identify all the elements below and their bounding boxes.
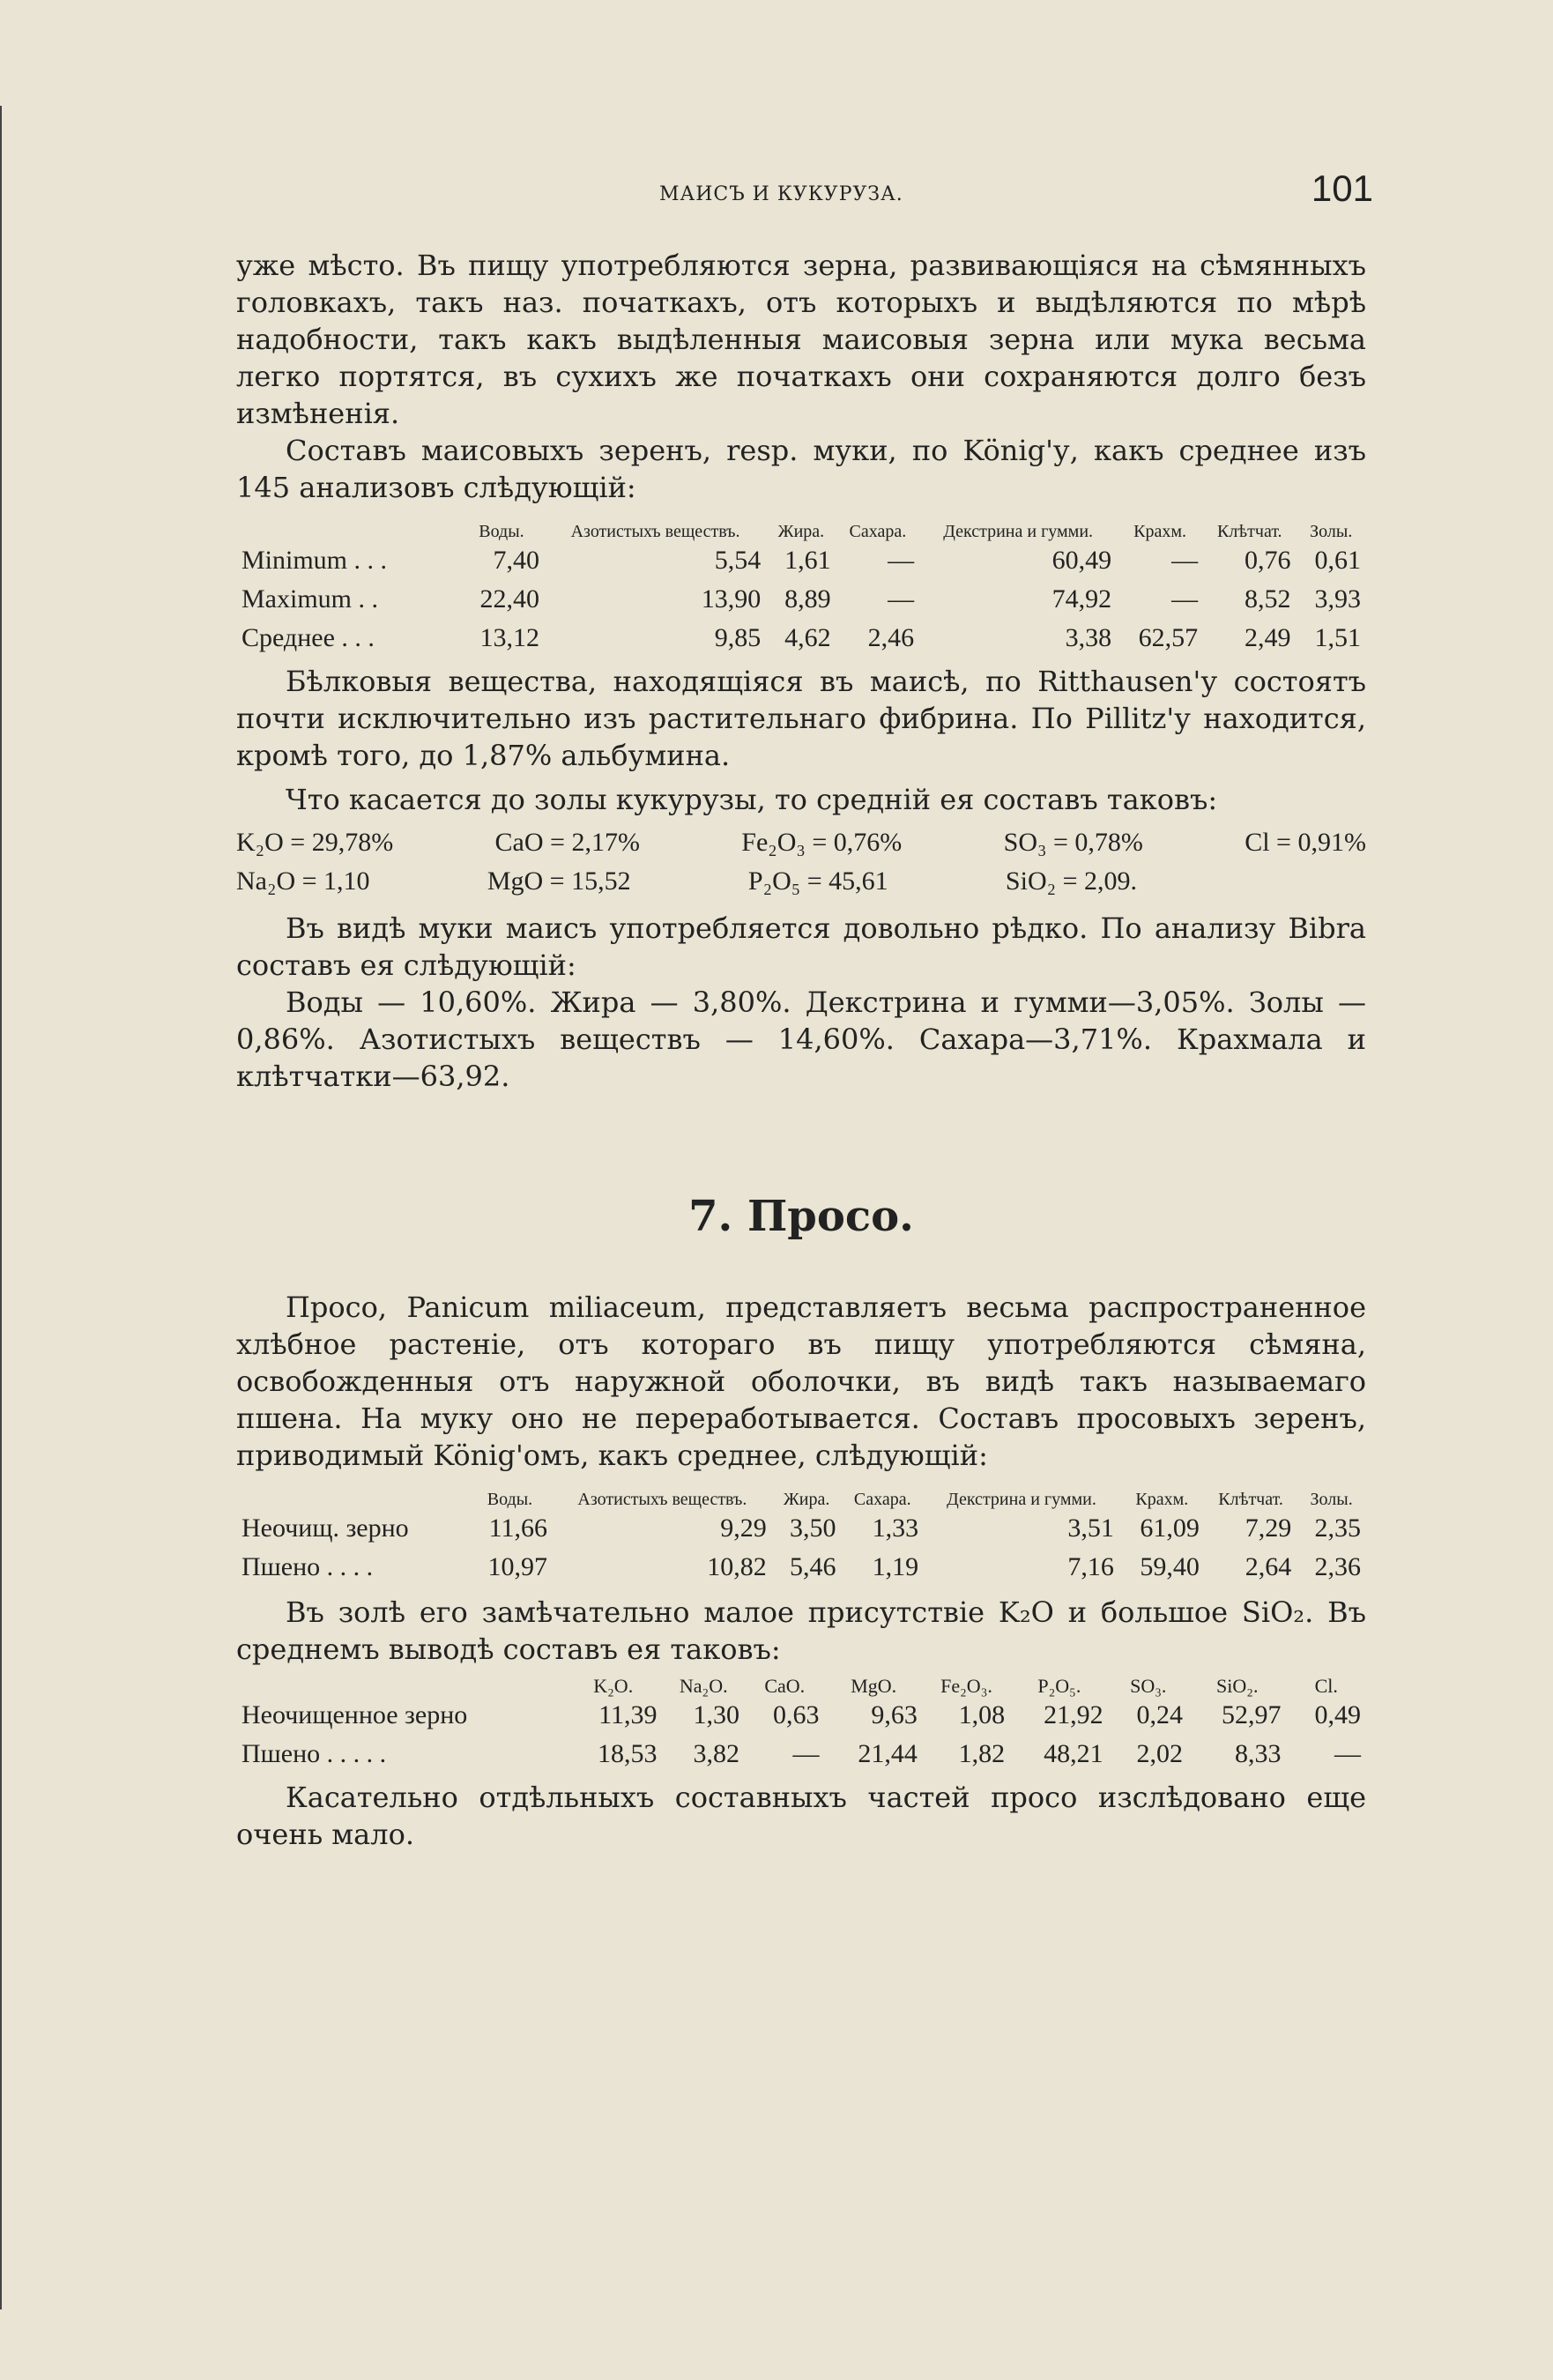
table-cell: 2,46 xyxy=(867,623,915,652)
table-cell: 4,62 xyxy=(784,623,831,652)
table-cell: 74,92 xyxy=(1051,584,1112,614)
table-cell: 8,89 xyxy=(784,584,831,614)
column-header: K₂O. xyxy=(593,1675,634,1697)
column-header: SO₃. xyxy=(1130,1675,1167,1697)
table-cell: 8,52 xyxy=(1244,584,1291,614)
table-cell: 1,51 xyxy=(1314,623,1361,652)
table-cell: 60,49 xyxy=(1051,546,1112,575)
table-cell: 3,50 xyxy=(789,1514,836,1543)
column-header: SiO₂. xyxy=(1216,1675,1259,1697)
table-cell: 3,82 xyxy=(693,1739,740,1768)
page-number: 101 xyxy=(1311,167,1373,209)
page-content xyxy=(236,167,1373,1853)
paragraph-4: Что касается до золы кукурузы, то средній ея составъ таковъ: xyxy=(286,783,1218,816)
column-header: Fe₂O₃. xyxy=(940,1675,992,1697)
table-cell: 1,82 xyxy=(958,1739,1006,1768)
table-cell: 10,97 xyxy=(487,1552,547,1581)
table-cell: 0,63 xyxy=(772,1700,820,1729)
ash-value: MgO = 15,52 xyxy=(487,866,631,896)
maize-composition-table xyxy=(236,522,1366,658)
table-cell: 3,38 xyxy=(1065,623,1112,652)
section-title: 7. Просо. xyxy=(688,1192,914,1241)
ash-value: Na₂O = 1,10 xyxy=(236,866,370,896)
column-header: Золы. xyxy=(1310,522,1353,541)
column-header: Крахм. xyxy=(1133,522,1187,541)
table-cell: 3,51 xyxy=(1067,1514,1114,1543)
table-cell: 1,19 xyxy=(872,1552,919,1581)
table-cell: 5,54 xyxy=(714,546,762,575)
table-cell: — xyxy=(1171,546,1199,575)
table-cell: 13,90 xyxy=(701,584,762,614)
table-cell: 59,40 xyxy=(1140,1552,1200,1581)
table-cell: 21,92 xyxy=(1044,1700,1103,1729)
paragraph-3: Бѣлковыя вещества, находящіяся въ маисѣ, по Ritthausen'у состоятъ почти исключительно изъ растительнаго фибрина. По Pillitz'у находится, кромѣ того, до 1,87% альбумина. xyxy=(236,665,1366,772)
table-cell: 61,09 xyxy=(1140,1514,1200,1543)
table-cell: 1,33 xyxy=(872,1514,919,1543)
table-cell: 2,64 xyxy=(1245,1552,1292,1581)
paragraph-8: Въ золѣ его замѣчательно малое присутствіе K₂O и большое SiO₂. Въ среднемъ выводѣ составъ ея таковъ: xyxy=(236,1595,1366,1666)
table-cell: 7,29 xyxy=(1245,1514,1292,1543)
table-cell: 2,35 xyxy=(1314,1514,1361,1543)
paragraph-5: Въ видѣ муки маисъ употребляется довольно рѣдко. По анализу Bibra составъ ея слѣдующій: xyxy=(236,911,1366,982)
table-cell: — xyxy=(1334,1739,1361,1768)
paragraph-9: Касательно отдѣльныхъ составныхъ частей просо изслѣдовано еще очень мало. xyxy=(236,1781,1366,1851)
millet-ash-table xyxy=(236,1677,1366,1774)
table-cell: 1,61 xyxy=(784,546,831,575)
ash-value: SO₃ = 0,78% xyxy=(1003,828,1143,857)
table-cell: 8,33 xyxy=(1234,1739,1282,1768)
column-header: Cl. xyxy=(1314,1675,1338,1697)
column-header: Декстрина и гумми. xyxy=(943,522,1094,541)
ash-value: Cl = 0,91% xyxy=(1245,828,1366,857)
table-cell: — xyxy=(1171,584,1199,614)
running-header xyxy=(236,167,1373,247)
column-header: Азотистыхъ веществъ. xyxy=(577,1490,747,1509)
table-cell: 5,46 xyxy=(789,1552,836,1581)
ash-value: SiO₂ = 2,09. xyxy=(1005,866,1137,896)
paragraph-6: Воды — 10,60%. Жира — 3,80%. Декстрина и гумми—3,05%. Золы — 0,86%. Азотистыхъ веществъ — 14,60%. Сахара—3,71%. Крахмала и клѣтчатки—63,92. xyxy=(236,985,1366,1093)
table-cell: 2,49 xyxy=(1244,623,1291,652)
table-row xyxy=(236,1548,1366,1587)
table-cell: 2,36 xyxy=(1314,1552,1361,1581)
table-row xyxy=(236,1696,1366,1735)
column-header: P₂O₅. xyxy=(1037,1675,1081,1697)
table-cell: — xyxy=(888,584,915,614)
table-row xyxy=(236,541,1366,580)
paragraph-7: Просо, Panicum miliaceum, представляетъ весьма распространенное хлѣбное растеніе, отъ котораго въ пищу употребляются сѣмяна, освобожденныя отъ наружной оболочки, въ видѣ такъ называемаго пшена. На муку оно не переработывается. Составъ просовыхъ зеренъ, приводимый König'омъ, какъ среднее, слѣдующій: xyxy=(236,1290,1366,1472)
column-header: Na₂O. xyxy=(679,1675,728,1697)
table-cell: 10,82 xyxy=(707,1552,767,1581)
column-header: CaO. xyxy=(764,1675,806,1697)
table-header-row xyxy=(236,522,1366,541)
ash-composition-line-2 xyxy=(236,862,1366,901)
left-margin-rule xyxy=(0,106,2,2309)
table-cell: 52,97 xyxy=(1221,1700,1282,1729)
table-row xyxy=(236,1509,1366,1548)
table-cell: 21,44 xyxy=(858,1739,918,1768)
table-row xyxy=(236,580,1366,619)
column-header: Клѣтчат. xyxy=(1218,1490,1283,1509)
table-cell: 11,39 xyxy=(598,1700,658,1729)
column-header: Декстрина и гумми. xyxy=(947,1490,1096,1509)
paragraph-1: уже мѣсто. Въ пищу употребляются зерна, развивающіяся на сѣмянныхъ головкахъ, такъ наз. початкахъ, отъ которыхъ и выдѣляются по мѣрѣ надобности, такъ какъ выдѣленныя маисовыя зерна или мука весьма легко портятся, въ сухихъ же початкахъ они сохраняются долго безъ измѣненія. xyxy=(236,249,1366,430)
column-header: Клѣтчат. xyxy=(1216,522,1282,541)
table-cell: 1,08 xyxy=(958,1700,1006,1729)
ash-value: K₂O = 29,78% xyxy=(236,828,394,857)
table-cell: 0,61 xyxy=(1314,546,1361,575)
column-header: Жира. xyxy=(777,522,825,541)
column-header: Воды. xyxy=(479,522,524,541)
table-cell: 7,40 xyxy=(493,546,539,575)
row-label: Minimum . . . xyxy=(241,546,388,575)
column-header: Сахара. xyxy=(849,522,907,541)
ash-value: CaO = 2,17% xyxy=(494,828,640,857)
table-cell: 62,57 xyxy=(1138,623,1199,652)
row-label: Неочищ. зерно xyxy=(241,1514,409,1543)
table-cell: 11,66 xyxy=(488,1514,547,1543)
table-cell: 18,53 xyxy=(597,1739,658,1768)
column-header: Жира. xyxy=(783,1490,830,1509)
table-header-row xyxy=(236,1490,1366,1509)
row-label: Пшено . . . . . xyxy=(241,1739,387,1768)
row-label: Среднее . . . xyxy=(241,623,375,652)
column-header: Воды. xyxy=(487,1490,533,1509)
millet-composition-table xyxy=(236,1490,1366,1587)
table-cell: 22,40 xyxy=(479,584,539,614)
table-cell: — xyxy=(792,1739,820,1768)
column-header: MgO. xyxy=(851,1675,897,1697)
table-cell: — xyxy=(888,546,915,575)
table-cell: 3,93 xyxy=(1314,584,1361,614)
table-cell: 0,24 xyxy=(1136,1700,1184,1729)
row-label: Неочищенное зерно xyxy=(241,1700,468,1729)
table-cell: 7,16 xyxy=(1067,1552,1114,1581)
table-cell: 2,02 xyxy=(1136,1739,1184,1768)
column-header: Золы. xyxy=(1310,1490,1353,1509)
running-title: МАИСЪ И КУКУРУЗА. xyxy=(659,183,903,205)
ash-value: P₂O₅ = 45,61 xyxy=(747,866,888,896)
table-cell: 9,63 xyxy=(871,1700,918,1729)
row-label: Maximum . . xyxy=(241,584,378,614)
table-cell: 0,49 xyxy=(1314,1700,1361,1729)
table-cell: 0,76 xyxy=(1244,546,1291,575)
ash-value: Fe₂O₃ = 0,76% xyxy=(741,828,903,857)
table-row xyxy=(236,619,1366,658)
column-header: Сахара. xyxy=(853,1490,911,1509)
column-header: Азотистыхъ веществъ. xyxy=(570,522,740,541)
table-cell: 9,29 xyxy=(720,1514,767,1543)
table-cell: 1,30 xyxy=(693,1700,740,1729)
column-header: Крахм. xyxy=(1135,1490,1189,1509)
paragraph-2: Составъ маисовыхъ зеренъ, resp. муки, по König'у, какъ среднее изъ 145 анализовъ слѣдующій: xyxy=(236,434,1366,504)
ash-composition-line-1 xyxy=(236,823,1366,862)
table-cell: 9,85 xyxy=(714,623,762,652)
table-cell: 13,12 xyxy=(479,623,539,652)
row-label: Пшено . . . . xyxy=(241,1552,374,1581)
table-cell: 48,21 xyxy=(1044,1739,1103,1768)
table-row xyxy=(236,1735,1366,1774)
table-header-row xyxy=(236,1677,1366,1696)
